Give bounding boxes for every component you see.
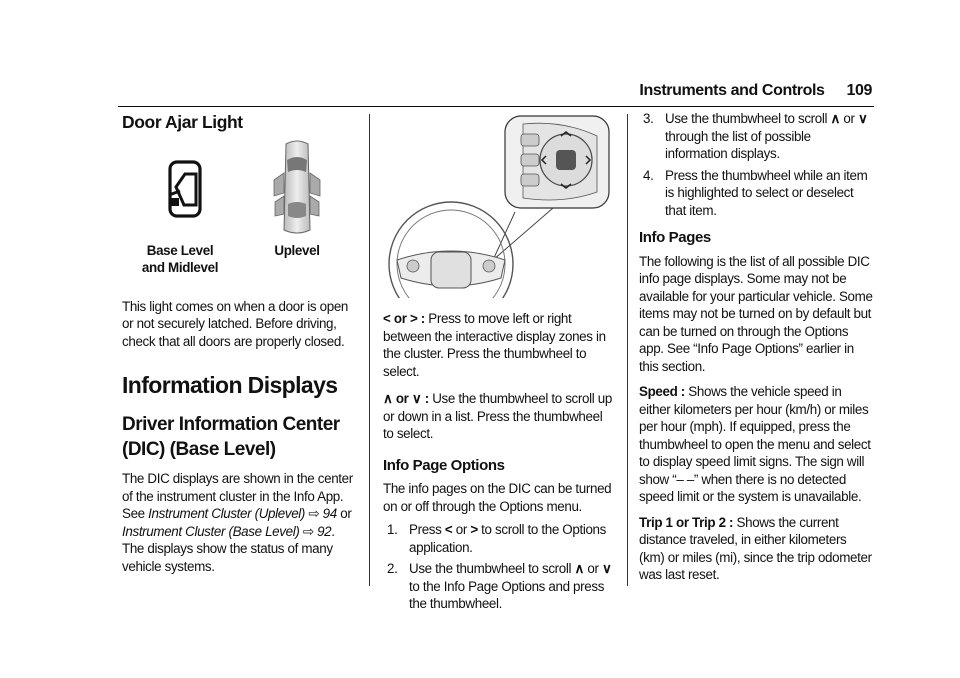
chevron-down-icon: ∨ <box>411 391 422 406</box>
door-ajar-description: This light comes on when a door is open or not securely latched. Before driving, check that all doors are properly closed. <box>122 298 349 349</box>
step-3-text-a: Use the thumbwheel to scroll <box>665 111 828 126</box>
ref-instrument-cluster-base[interactable]: Instrument Cluster (Base Level) <box>122 523 300 539</box>
step-2-text-a: Use the thumbwheel to scroll <box>409 561 572 576</box>
chevron-down-icon: ∨ <box>857 111 868 126</box>
left-right-description <box>383 310 613 380</box>
step-number: 4. <box>643 167 654 183</box>
step-4 <box>639 167 875 220</box>
or-text: or <box>340 506 352 521</box>
info-pages-title: Info Pages <box>639 229 711 246</box>
or-text: or <box>393 311 407 326</box>
step-1-text-c: to scroll to the Options application. <box>409 522 606 555</box>
colon: : <box>417 311 429 326</box>
door-ajar-icon <box>167 160 203 218</box>
steering-wheel-controls-illustration <box>383 112 613 298</box>
step-2-or: or <box>587 561 599 576</box>
figure-labels <box>122 242 354 282</box>
speed-label: Speed : <box>639 384 685 399</box>
ref-page-92[interactable]: 92 <box>317 523 332 539</box>
column-2 <box>383 108 613 617</box>
page-ref-arrow: ⇨ <box>302 523 314 539</box>
chevron-right-icon: > <box>409 311 418 326</box>
step-number: 3. <box>643 111 654 126</box>
section-title: Instruments and Controls <box>639 82 825 99</box>
dic-text-1: The DIC displays are shown in the center of the instrument cluster in the Info App. See <box>122 471 353 521</box>
column-divider-1 <box>369 114 370 586</box>
trip-label: Trip 1 or Trip 2 : <box>639 514 734 530</box>
info-pages-text: The following is the list of all possible DIC info page displays. Some may not be available for your particular vehicle. Some items may not be turned on by default but can be turned on through the Options app. See “Info Page Options” earlier in this section. <box>639 253 873 374</box>
vehicle-top-view-icon <box>272 138 322 238</box>
dic-base-title: Driver Information Center (DIC) (Base Level) <box>122 414 340 460</box>
step-3 <box>639 110 875 163</box>
or-text: or <box>395 391 409 406</box>
chevron-down-icon: ∨ <box>601 561 612 576</box>
ref-instrument-cluster-uplevel[interactable]: Instrument Cluster (Uplevel) <box>148 506 306 521</box>
step-number: 1. <box>387 522 398 537</box>
speed-text: Shows the vehicle speed in either kilometers per hour (km/h) or miles per hour (mph). If equipped, press the thumbwheel to open the menu and select to display speed limit signs. The sign will show “– –” when there is no detected speed limit or the system is unavailable. <box>639 384 871 504</box>
step-4-text: Press the thumbwheel while an item is highlighted to select or deselect that item. <box>665 167 868 218</box>
step-1 <box>383 521 613 556</box>
step-2 <box>383 560 613 613</box>
column-3 <box>639 108 875 584</box>
left-right-text: Press to move left or right between the interactive display zones in the cluster. Press the thumbwheel to select. <box>383 311 606 379</box>
options-steps <box>383 521 613 613</box>
step-3-text-c: through the list of possible information displays. <box>665 128 811 161</box>
page-ref-arrow: ⇨ <box>308 506 320 521</box>
step-number: 2. <box>387 561 398 576</box>
ref-page-94[interactable]: 94 <box>322 506 337 521</box>
dic-description <box>122 470 354 575</box>
door-icons-figure <box>122 142 354 242</box>
options-steps-continued <box>639 110 875 219</box>
label-uplevel: Uplevel <box>274 242 320 258</box>
step-1-text-a: Press <box>409 522 442 537</box>
chevron-up-icon: ∧ <box>574 561 584 576</box>
page-header <box>639 82 872 100</box>
dic-text-2: . The displays show the status of many vehicle systems. <box>122 523 335 574</box>
step-1-or: or <box>455 522 467 537</box>
page-number: 109 <box>846 82 872 99</box>
column-1 <box>122 108 354 575</box>
step-3-or: or <box>843 111 855 126</box>
label-base-midlevel: Base Level and Midlevel <box>141 242 219 275</box>
chevron-up-icon: ∧ <box>383 391 393 406</box>
chevron-right-icon: > <box>470 522 478 537</box>
speed-description <box>639 383 875 506</box>
chevron-left-icon: < <box>444 522 453 537</box>
chevron-up-icon: ∧ <box>830 111 840 126</box>
info-page-options-title: Info Page Options <box>383 456 505 474</box>
trip-text: Shows the current distance traveled, in either kilometers (km) or miles (mi), since the trip odometer was last reset. <box>639 514 872 582</box>
column-divider-2 <box>627 114 628 586</box>
header-rule <box>118 106 874 107</box>
colon: : <box>421 391 433 406</box>
up-down-description <box>383 390 613 443</box>
trip-description <box>639 514 875 584</box>
information-displays-title: Information Displays <box>122 372 338 398</box>
step-2-text-c: to the Info Page Options and press the thumbwheel. <box>409 578 605 611</box>
chevron-left-icon: < <box>383 311 391 326</box>
info-page-options-text: The info pages on the DIC can be turned on or off through the Options menu. <box>383 481 612 514</box>
up-down-text: Use the thumbwheel to scroll up or down in a list. Press the thumbwheel to select. <box>383 391 612 441</box>
door-ajar-title: Door Ajar Light <box>122 112 243 132</box>
